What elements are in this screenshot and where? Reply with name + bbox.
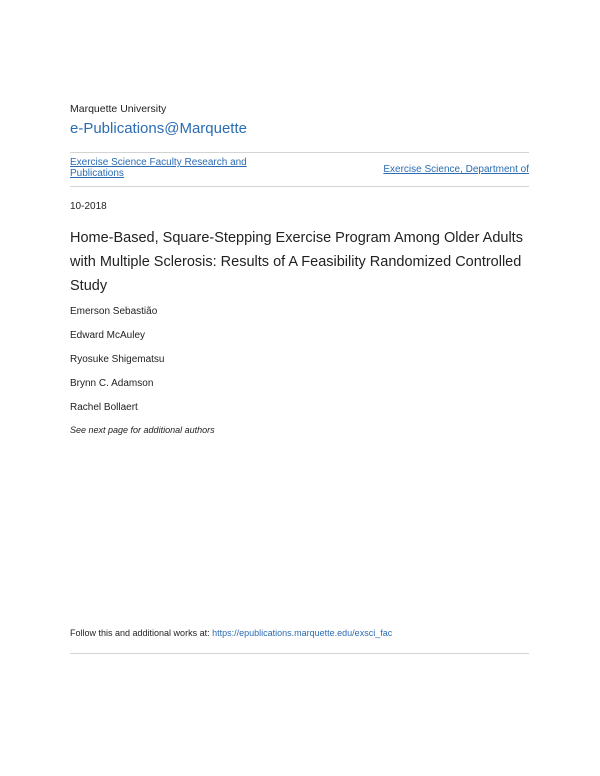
middle-divider <box>70 186 529 187</box>
top-divider <box>70 152 529 153</box>
author-name: Edward McAuley <box>70 330 146 341</box>
article-title: Home-Based, Square-Stepping Exercise Program Among Older Adults with Multiple Sclerosis: Results of A Feasibility Randomized Controlled Study <box>70 230 523 294</box>
author-name: Brynn C. Adamson <box>70 378 154 389</box>
follow-url-link[interactable]: https://epublications.marquette.edu/exsci_fac <box>212 628 393 638</box>
follow-line <box>70 628 392 638</box>
additional-authors-note: See next page for additional authors <box>70 425 215 435</box>
author-name: Ryosuke Shigematsu <box>70 354 165 365</box>
publication-date: 10-2018 <box>70 201 107 212</box>
repository-link[interactable]: e-Publications@Marquette <box>70 120 247 137</box>
author-name: Emerson Sebastião <box>70 306 158 317</box>
institution-name: Marquette University <box>70 103 167 115</box>
author-name: Rachel Bollaert <box>70 402 138 413</box>
collection-link[interactable]: Exercise Science Faculty Research and Publications <box>70 157 247 179</box>
bottom-divider <box>70 653 529 654</box>
author-list <box>70 306 165 426</box>
department-link[interactable]: Exercise Science, Department of <box>383 164 529 175</box>
follow-text: Follow this and additional works at: <box>70 628 210 638</box>
